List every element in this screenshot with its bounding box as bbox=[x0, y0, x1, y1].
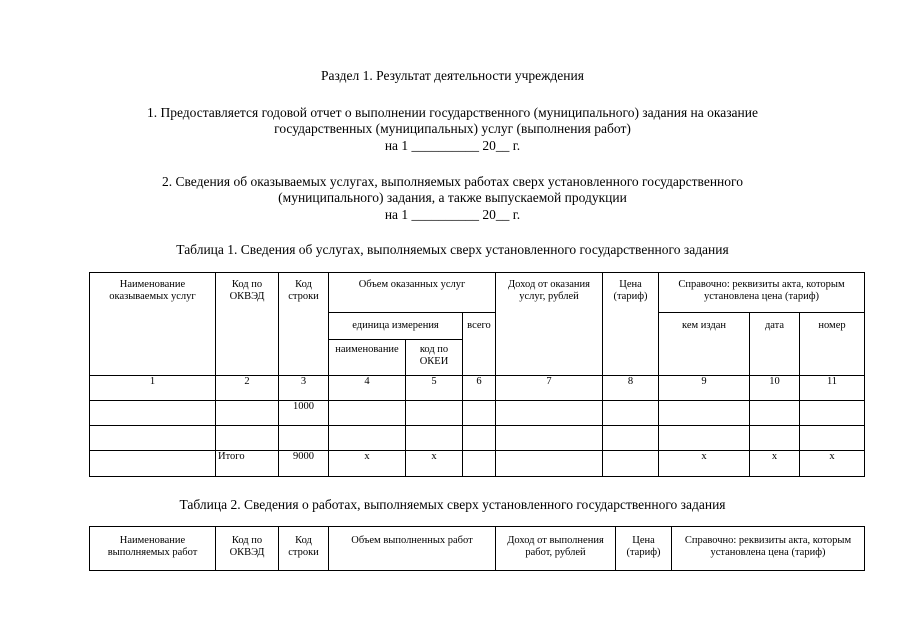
cell[interactable] bbox=[800, 426, 865, 451]
cell[interactable] bbox=[463, 401, 496, 426]
cell[interactable] bbox=[750, 426, 800, 451]
cell[interactable] bbox=[329, 426, 406, 451]
section-title: Раздел 1. Результат деятельности учреждения bbox=[321, 68, 584, 83]
table-row bbox=[90, 401, 865, 426]
header-unit: единица измерения bbox=[329, 313, 463, 340]
cell[interactable] bbox=[463, 451, 496, 477]
paragraph-2-line-2: (муниципального) задания, а также выпускаемой продукции bbox=[278, 190, 627, 205]
cell[interactable] bbox=[603, 401, 659, 426]
cell: x bbox=[406, 451, 463, 477]
table-1 bbox=[89, 272, 865, 477]
cell[interactable] bbox=[603, 451, 659, 477]
col-number: 2 bbox=[216, 376, 279, 401]
header-reference: Справочно: реквизиты акта, которым установлена цена (тариф) bbox=[672, 527, 865, 571]
header-volume: Объем оказанных услуг bbox=[329, 273, 496, 313]
header-reference: Справочно: реквизиты акта, которым установлена цена (тариф) bbox=[659, 273, 865, 313]
cell bbox=[90, 451, 216, 477]
cell[interactable] bbox=[496, 426, 603, 451]
cell: 9000 bbox=[279, 451, 329, 477]
paragraph-1-line-2: государственных (муниципальных) услуг (выполнения работ) bbox=[274, 121, 631, 136]
cell[interactable] bbox=[603, 426, 659, 451]
header-total: всего bbox=[463, 313, 496, 376]
col-number: 11 bbox=[800, 376, 865, 401]
header-row-code: Код строки bbox=[279, 273, 329, 376]
header-income: Доход от выполнения работ, рублей bbox=[496, 527, 616, 571]
col-number: 10 bbox=[750, 376, 800, 401]
paragraph-1-line-1: 1. Предоставляется годовой отчет о выполнении государственного (муниципального) задания на оказание bbox=[146, 105, 758, 120]
col-number: 4 bbox=[329, 376, 406, 401]
cell[interactable] bbox=[216, 401, 279, 426]
cell[interactable] bbox=[800, 401, 865, 426]
total-label: Итого bbox=[216, 451, 279, 477]
total-row bbox=[90, 451, 865, 477]
cell[interactable] bbox=[659, 401, 750, 426]
col-number: 1 bbox=[90, 376, 216, 401]
header-price: Цена (тариф) bbox=[603, 273, 659, 376]
header-okved: Код по ОКВЭД bbox=[216, 273, 279, 376]
cell bbox=[279, 426, 329, 451]
cell: x bbox=[800, 451, 865, 477]
col-number: 9 bbox=[659, 376, 750, 401]
header-volume: Объем выполненных работ bbox=[329, 527, 496, 571]
cell[interactable] bbox=[496, 451, 603, 477]
cell[interactable] bbox=[406, 401, 463, 426]
header-okved: Код по ОКВЭД bbox=[216, 527, 279, 571]
header-price: Цена (тариф) bbox=[616, 527, 672, 571]
header-date: дата bbox=[750, 313, 800, 376]
cell[interactable] bbox=[406, 426, 463, 451]
header-number: номер bbox=[800, 313, 865, 376]
cell: x bbox=[750, 451, 800, 477]
cell: 1000 bbox=[279, 401, 329, 426]
col-number: 8 bbox=[603, 376, 659, 401]
header-issued-by: кем издан bbox=[659, 313, 750, 376]
table-row bbox=[90, 426, 865, 451]
cell[interactable] bbox=[659, 426, 750, 451]
cell[interactable] bbox=[90, 426, 216, 451]
col-number: 6 bbox=[463, 376, 496, 401]
paragraph-2-date: на 1 __________ 20__ г. bbox=[384, 207, 521, 222]
col-number: 7 bbox=[496, 376, 603, 401]
header-income: Доход от оказания услуг, рублей bbox=[496, 273, 603, 376]
header-row-code: Код строки bbox=[279, 527, 329, 571]
table-2 bbox=[89, 526, 865, 571]
cell: x bbox=[329, 451, 406, 477]
paragraph-1-date: на 1 __________ 20__ г. bbox=[384, 138, 521, 153]
cell[interactable] bbox=[463, 426, 496, 451]
cell[interactable] bbox=[496, 401, 603, 426]
cell: x bbox=[659, 451, 750, 477]
cell[interactable] bbox=[750, 401, 800, 426]
header-okei: код по ОКЕИ bbox=[406, 340, 463, 376]
header-service-name: Наименование оказываемых услуг bbox=[90, 273, 216, 376]
col-number: 5 bbox=[406, 376, 463, 401]
header-work-name: Наименование выполняемых работ bbox=[90, 527, 216, 571]
table-1-title: Таблица 1. Сведения об услугах, выполняемых сверх установленного государственного задания bbox=[176, 242, 729, 257]
paragraph-2-line-1: 2. Сведения об оказываемых услугах, выполняемых работах сверх установленного государственного bbox=[161, 174, 743, 189]
column-numbers-row bbox=[90, 376, 865, 401]
table-2-title: Таблица 2. Сведения о работах, выполняемых сверх установленного государственного задания bbox=[179, 497, 726, 512]
header-unit-name: наименование bbox=[329, 340, 406, 376]
cell[interactable] bbox=[90, 401, 216, 426]
cell[interactable] bbox=[216, 426, 279, 451]
cell[interactable] bbox=[329, 401, 406, 426]
col-number: 3 bbox=[279, 376, 329, 401]
